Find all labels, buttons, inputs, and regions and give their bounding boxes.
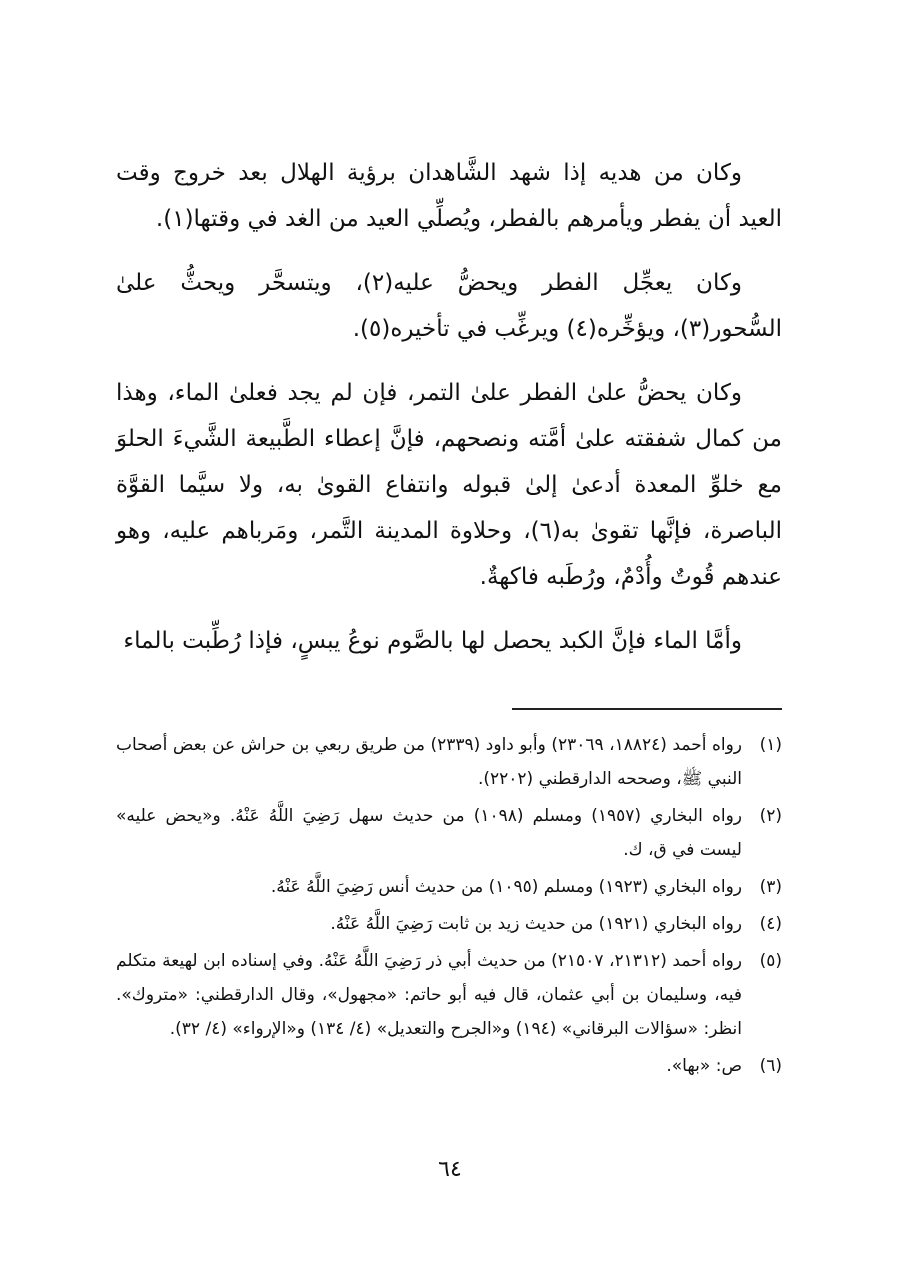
paragraph-4: وأمَّا الماء فإنَّ الكبد يحصل لها بالصَّوم نوعُ يبسٍ، فإذا رُطِّبت بالماء xyxy=(123,628,742,654)
main-text xyxy=(116,150,782,682)
footnote-number: (٥) xyxy=(759,951,782,971)
paragraph-3: وكان يحضُّ علىٰ الفطر علىٰ التمر، فإن لم يجد فعلىٰ الماء، وهذا من كمال شفقته علىٰ أمَّته ونصحهم، فإنَّ إعطاء الطَّبيعة الشَّيءَ الحلوَ مع خلوِّ المعدة أدعىٰ إلىٰ قبوله وانتفاع القوىٰ به، ولا سيَّما القوَّة الباصرة، فإنَّها تقوىٰ به(٦)، وحلاوة المدينة التَّمر، ومَرباهم عليه، وهو عندهم قُوتٌ وأُدْمٌ، ورُطَبه فاكهةٌ. xyxy=(116,380,782,590)
footnote-number: (٦) xyxy=(759,1056,782,1076)
page-number: ٦٤ xyxy=(438,1157,462,1182)
footnote-number: (١) xyxy=(759,735,782,755)
footnote-text: رواه أحمد (٢١٣١٢، ٢١٥٠٧) من حديث أبي ذر رَضِيَ اللَّهُ عَنْهُ. وفي إسناده ابن لهيعة متكلم فيه، وسليمان بن أبي عثمان، قال فيه أبو حاتم: «مجهول»، وقال الدارقطني: «متروك». انظر: «سؤالات البرقاني» (١٩٤) و«الجرح والتعديل» (٤/ ١٣٤) و«الإرواء» (٤/ ٣٢). xyxy=(116,951,743,1039)
footnote-4 xyxy=(116,907,782,941)
footnotes xyxy=(116,728,782,1086)
footnote-2 xyxy=(116,799,782,867)
footnote-text: رواه البخاري (١٩٢١) من حديث زيد بن ثابت رَضِيَ اللَّهُ عَنْهُ. xyxy=(330,914,742,934)
footnote-text: رواه البخاري (١٩٥٧) ومسلم (١٠٩٨) من حديث سهل رَضِيَ اللَّهُ عَنْهُ. و«يحض عليه» ليست في ق، ك. xyxy=(116,806,743,860)
footnote-5 xyxy=(116,944,782,1046)
footnote-6 xyxy=(116,1049,782,1083)
footnote-3 xyxy=(116,870,782,904)
footnote-separator xyxy=(512,708,782,710)
footnote-text: رواه أحمد (١٨٨٢٤، ٢٣٠٦٩) وأبو داود (٢٣٣٩) من طريق ربعي بن حراش عن بعض أصحاب النبي ﷺ، وصححه الدارقطني (٢٢٠٢). xyxy=(116,735,742,789)
paragraph-1: وكان من هديه إذا شهد الشَّاهدان برؤية الهلال بعد خروج وقت العيد أن يفطر ويأمرهم بالفطر، ويُصلِّي العيد من الغد في وقتها(١). xyxy=(116,160,782,232)
footnote-1 xyxy=(116,728,782,796)
paragraph-2: وكان يعجِّل الفطر ويحضُّ عليه(٢)، ويتسحَّر ويحثُّ علىٰ السُّحور(٣)، ويؤخِّره(٤) ويرغِّب في تأخيره(٥). xyxy=(116,270,782,342)
footnote-number: (٤) xyxy=(759,914,782,934)
footnote-number: (٣) xyxy=(759,877,782,897)
footnote-number: (٢) xyxy=(759,806,782,826)
footnote-text: ص: «بها». xyxy=(666,1056,742,1076)
footnote-text: رواه البخاري (١٩٢٣) ومسلم (١٠٩٥) من حديث أنس رَضِيَ اللَّهُ عَنْهُ. xyxy=(270,877,742,897)
